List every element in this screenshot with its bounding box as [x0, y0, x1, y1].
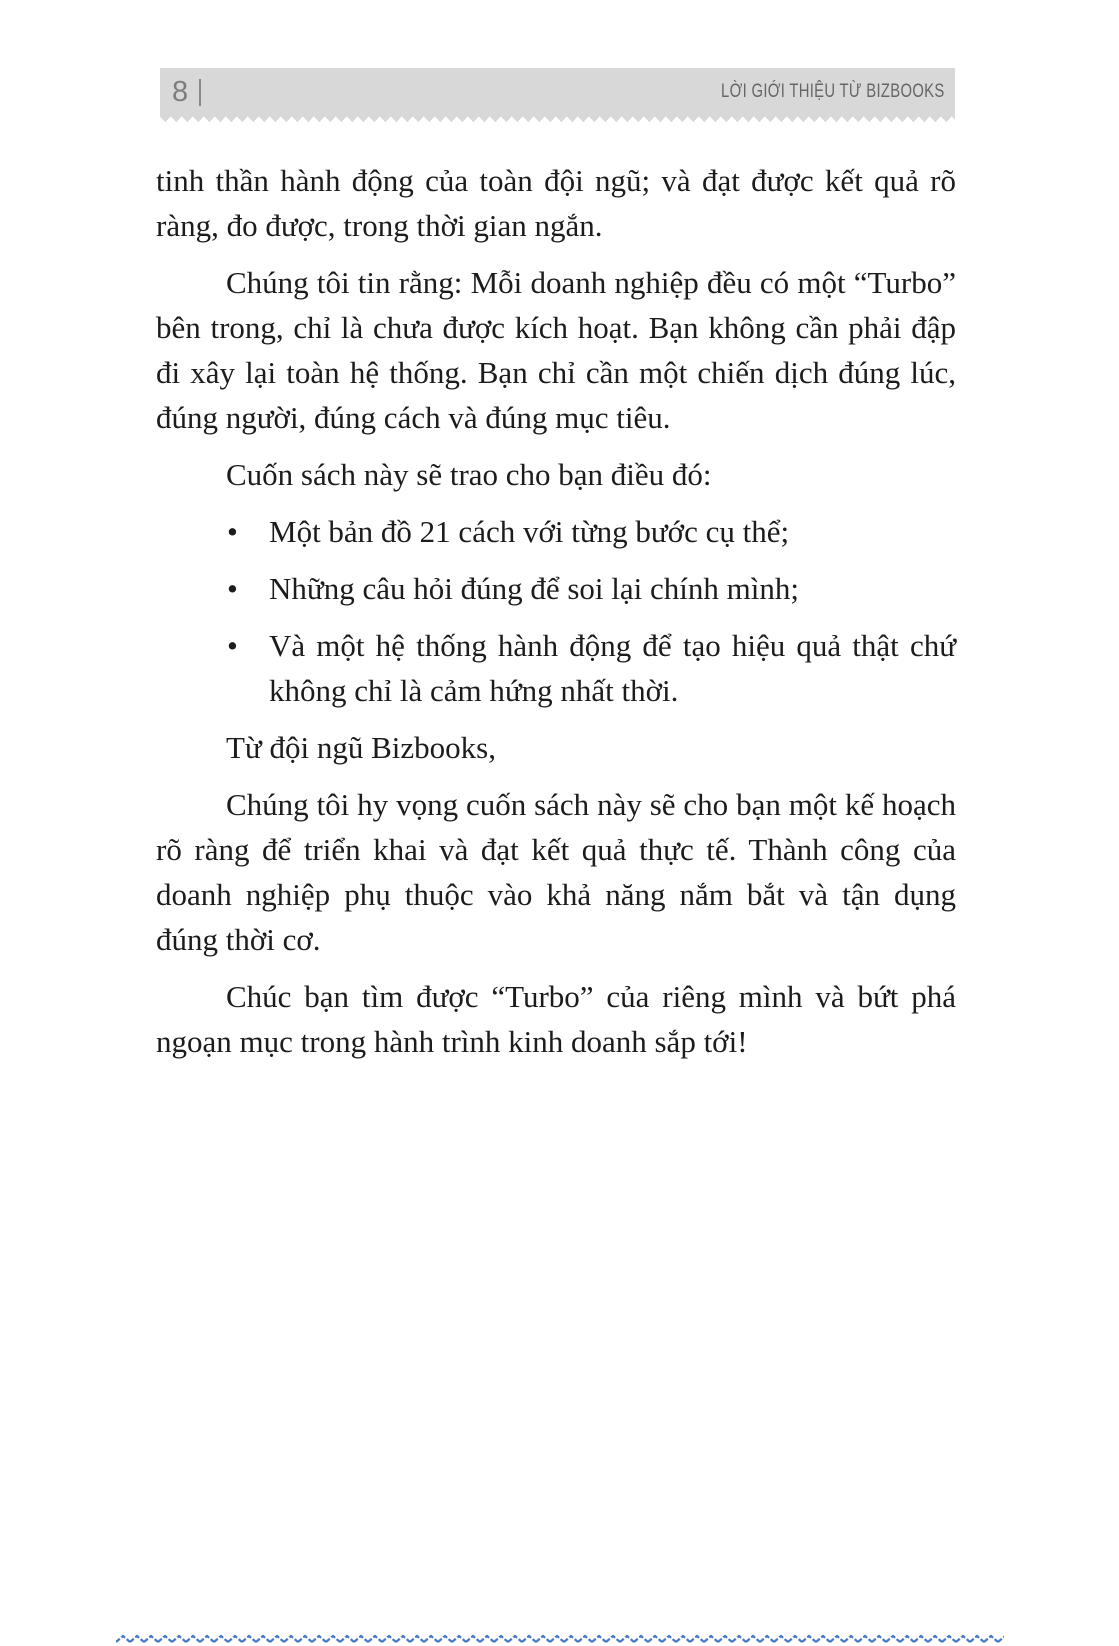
footer-zigzag-decoration: [116, 1634, 1004, 1644]
bullet-icon: •: [227, 571, 238, 606]
page-number-divider: [199, 79, 201, 106]
paragraph: Từ đội ngũ Bizbooks,: [226, 730, 496, 765]
body-text-column: [156, 158, 956, 1076]
list-item-text: Những câu hỏi đúng để soi lại chính mình;: [269, 571, 799, 606]
page-number-group: [172, 75, 201, 108]
list-item: [156, 509, 956, 554]
bullet-icon: •: [227, 628, 238, 663]
header-sawtooth-edge: [160, 116, 955, 122]
list-item-text: Và một hệ thống hành động để tạo hiệu quả thật chứ không chỉ là cảm hứng nhất thời.: [269, 628, 956, 708]
list-item: [156, 623, 956, 713]
paragraph: Chúng tôi hy vọng cuốn sách này sẽ cho bạn một kế hoạch rõ ràng để triển khai và đạt kết quả thực tế. Thành công của doanh nghiệp phụ thuộc vào khả năng nắm bắt và tận dụng đúng thời cơ.: [156, 787, 956, 957]
paragraph: Cuốn sách này sẽ trao cho bạn điều đó:: [226, 457, 712, 492]
running-title: LỜI GIỚI THIỆU TỪ BIZBOOKS: [721, 81, 945, 102]
list-item-text: Một bản đồ 21 cách với từng bước cụ thể;: [269, 514, 790, 549]
paragraph: tinh thần hành động của toàn đội ngũ; và đạt được kết quả rõ ràng, đo được, trong thời gian ngắn.: [156, 163, 956, 243]
page-number: 8: [172, 75, 189, 108]
paragraph: Chúc bạn tìm được “Turbo” của riêng mình và bứt phá ngoạn mục trong hành trình kinh doanh sắp tới!: [156, 979, 956, 1059]
running-header-band: [160, 68, 955, 116]
paragraph: Chúng tôi tin rằng: Mỗi doanh nghiệp đều có một “Turbo” bên trong, chỉ là chưa được kích hoạt. Bạn không cần phải đập đi xây lại toàn hệ thống. Bạn chỉ cần một chiến dịch đúng lúc, đúng người, đúng cách và đúng mục tiêu.: [156, 265, 956, 435]
list-item: [156, 566, 956, 611]
bullet-icon: •: [227, 514, 238, 549]
